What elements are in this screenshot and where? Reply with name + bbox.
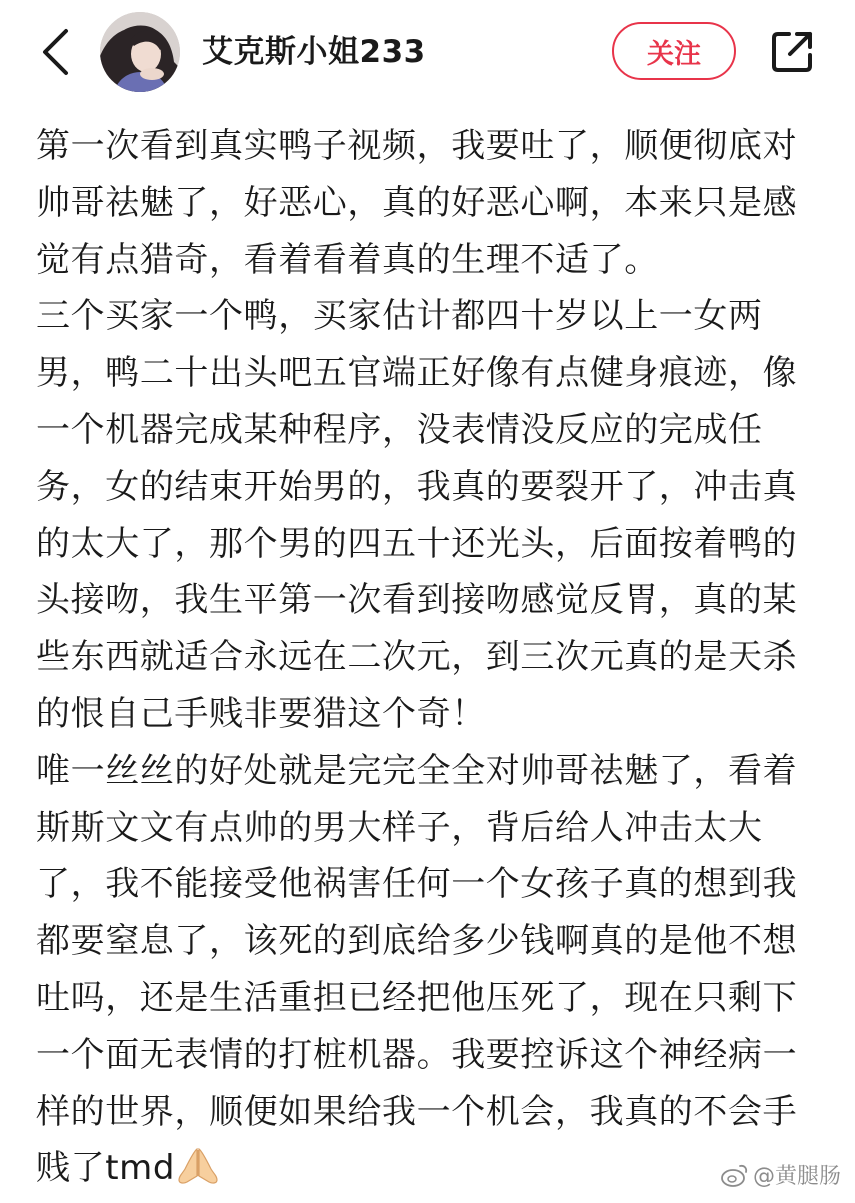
share-button[interactable] [766, 26, 818, 78]
post-header [0, 0, 855, 118]
username[interactable]: 艾克斯小姐233 [202, 26, 426, 78]
post-body [36, 118, 826, 1203]
weibo-watermark [721, 1159, 841, 1190]
avatar[interactable] [100, 12, 180, 92]
user-avatar-photo [100, 12, 180, 92]
back-button[interactable] [30, 26, 80, 78]
post-paragraph: 三个买家一个鸭，买家估计都四十岁以上一女两男，鸭二十出头吧五官端正好像有点健身痕迹，像一个机器完成某种程序，没表情没反应的完成任务，女的结束开始男的，我真的要裂开了，冲击真的太大了，那个男的四五十还光头，后面按着鸭的头接吻，我生平第一次看到接吻感觉反胃，真的某些东西就适合永远在二次元，到三次元真的是天杀的恨自己手贱非要猎这个奇！ [36, 288, 826, 742]
watermark-text: @黄腿肠 [753, 1159, 841, 1190]
post-paragraph: 第一次看到真实鸭子视频，我要吐了，顺便彻底对帅哥祛魅了，好恶心，真的好恶心啊，本来只是感觉有点猎奇，看着看着真的生理不适了。 [36, 118, 826, 288]
chevron-left-icon [40, 28, 70, 76]
folded-hands-emoji-icon [177, 1146, 219, 1203]
post-paragraph-text: 唯一丝丝的好处就是完完全全对帅哥祛魅了，看着斯斯文文有点帅的男大样子，背后给人冲击太大了，我不能接受他祸害任何一个女孩子真的想到我都要窒息了，该死的到底给多少钱啊真的是他不想吐吗，还是生活重担已经把他压死了，现在只剩下一个面无表情的打桩机器。我要控诉这个神经病一样的世界，顺便如果给我一个机会，我真的不会手贱了tmd [36, 751, 797, 1189]
share-external-icon [769, 29, 815, 75]
follow-button[interactable]: 关注 [612, 22, 736, 80]
weibo-logo-icon [721, 1163, 749, 1187]
post-paragraph [36, 743, 826, 1203]
